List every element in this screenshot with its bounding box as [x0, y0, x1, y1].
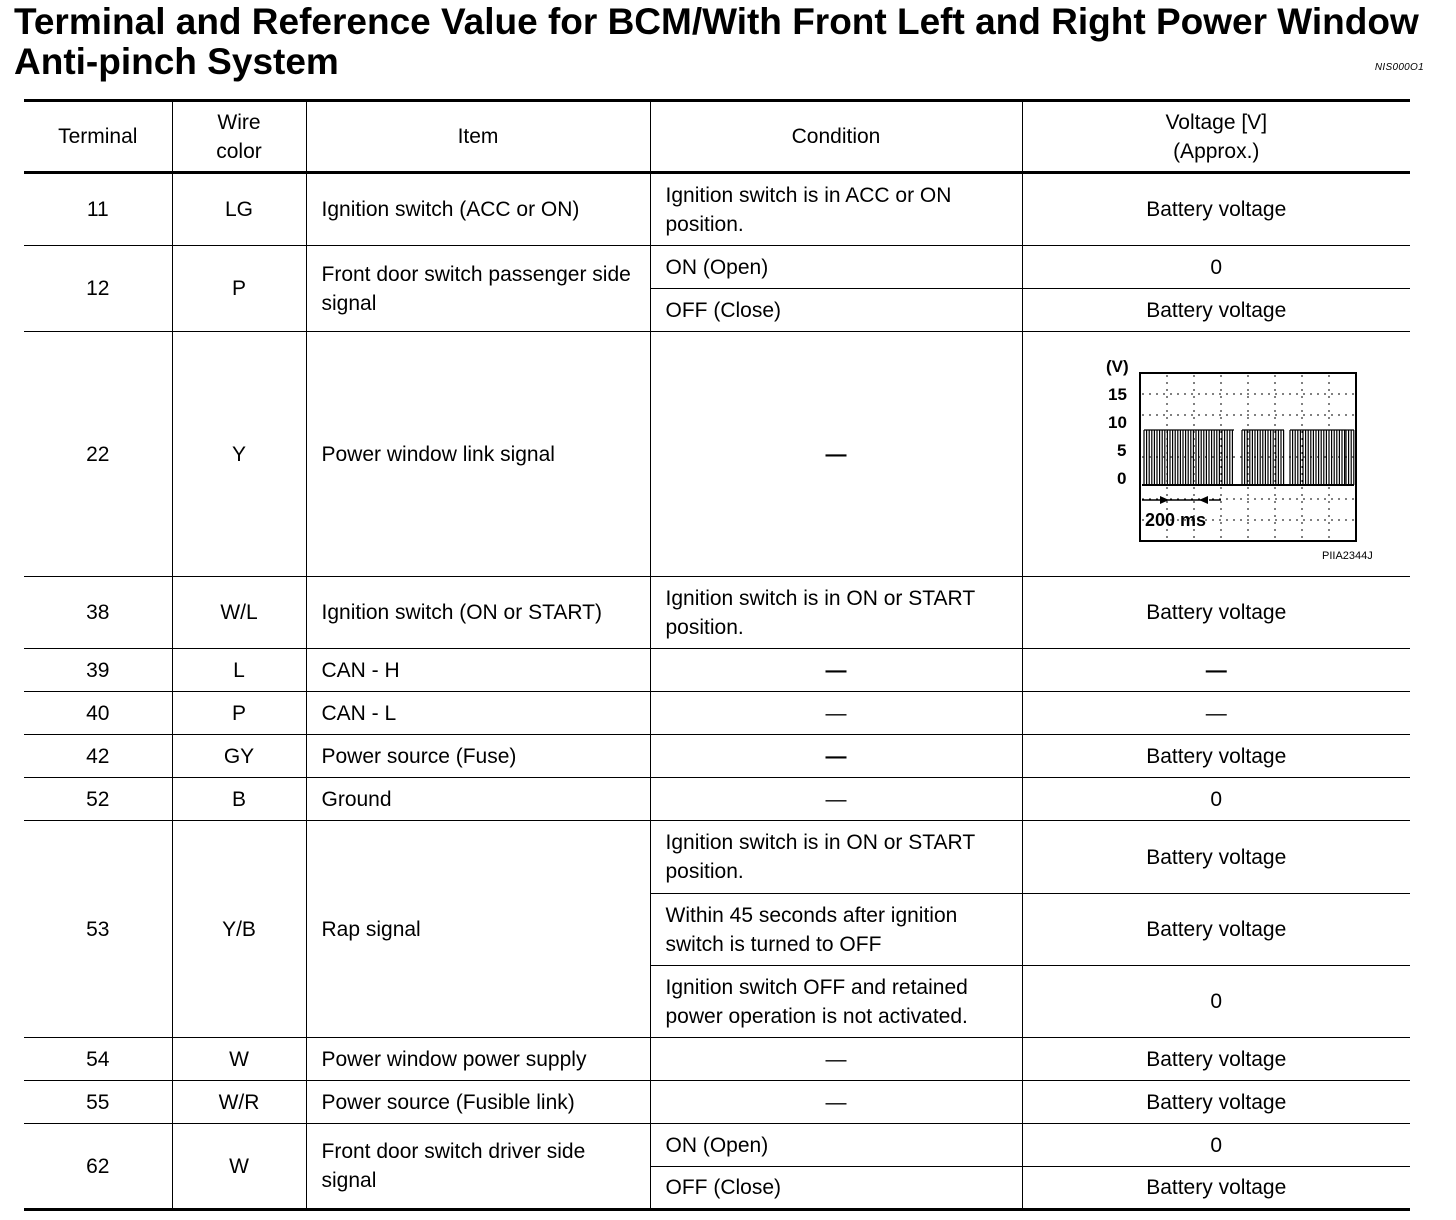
- voltage-cell: Battery voltage: [1022, 1038, 1410, 1081]
- waveform-svg: [1046, 344, 1386, 564]
- table-row: [24, 173, 1410, 246]
- item-cell: Power window link signal: [306, 332, 650, 577]
- condition-cell: Ignition switch is in ON or START position.: [650, 577, 1022, 649]
- terminal-cell: 54: [24, 1038, 172, 1081]
- condition-cell: —: [650, 778, 1022, 821]
- voltage-cell: Battery voltage: [1022, 577, 1410, 649]
- wire-cell: W/L: [172, 577, 306, 649]
- terminal-cell: 39: [24, 649, 172, 692]
- wire-cell: B: [172, 778, 306, 821]
- condition-cell: ON (Open): [650, 1124, 1022, 1167]
- waveform-tick-5: 5: [1117, 441, 1127, 460]
- item-cell: Ignition switch (ON or START): [306, 577, 650, 649]
- wire-cell: GY: [172, 735, 306, 778]
- title-line-2: Anti-pinch System: [14, 41, 339, 82]
- voltage-waveform-cell: [1022, 332, 1410, 577]
- page-title: [14, 2, 1434, 82]
- header-wire-line1: Wire: [217, 110, 261, 134]
- waveform-tick-0: 0: [1117, 469, 1127, 488]
- voltage-cell: Battery voltage: [1022, 894, 1410, 966]
- wire-cell: W: [172, 1038, 306, 1081]
- waveform-figure-id: PIIA2344J: [1322, 550, 1374, 562]
- title-line-1: Terminal and Reference Value for BCM/With Front Left and Right Power Window: [14, 1, 1419, 42]
- header-wire-line2: color: [216, 139, 262, 163]
- voltage-cell: —: [1022, 692, 1410, 735]
- terminal-cell: 11: [24, 173, 172, 246]
- terminal-cell: 40: [24, 692, 172, 735]
- table-row: [24, 649, 1410, 692]
- table-row: [24, 246, 1410, 289]
- terminal-cell: 22: [24, 332, 172, 577]
- condition-cell: —: [650, 1081, 1022, 1124]
- table-row: [24, 735, 1410, 778]
- table-row: [24, 577, 1410, 649]
- voltage-cell: Battery voltage: [1022, 1167, 1410, 1210]
- voltage-cell: Battery voltage: [1022, 735, 1410, 778]
- waveform-tick-15: 15: [1108, 385, 1128, 404]
- wire-cell: LG: [172, 173, 306, 246]
- item-cell: Front door switch passenger side signal: [306, 246, 650, 332]
- waveform-time-marker: [1142, 496, 1221, 504]
- wire-cell: W/R: [172, 1081, 306, 1124]
- terminal-cell: 62: [24, 1124, 172, 1210]
- wire-cell: Y: [172, 332, 306, 577]
- condition-cell: Ignition switch is in ACC or ON position.: [650, 173, 1022, 246]
- condition-cell: —: [650, 692, 1022, 735]
- header-voltage-line2: (Approx.): [1173, 139, 1260, 163]
- table-row: [24, 692, 1410, 735]
- terminal-cell: 52: [24, 778, 172, 821]
- item-cell: Power window power supply: [306, 1038, 650, 1081]
- wire-cell: W: [172, 1124, 306, 1210]
- waveform-figure: [1046, 344, 1386, 564]
- wire-cell: P: [172, 246, 306, 332]
- table-row: [24, 332, 1410, 577]
- voltage-cell: Battery voltage: [1022, 821, 1410, 894]
- waveform-unit-label: (V): [1106, 357, 1129, 376]
- voltage-cell: 0: [1022, 966, 1410, 1038]
- waveform-tick-10: 10: [1108, 413, 1128, 432]
- item-cell: Power source (Fuse): [306, 735, 650, 778]
- voltage-cell: 0: [1022, 778, 1410, 821]
- condition-cell: Within 45 seconds after ignition switch is turned to OFF: [650, 894, 1022, 966]
- terminal-cell: 42: [24, 735, 172, 778]
- voltage-cell: 0: [1022, 1124, 1410, 1167]
- wire-cell: P: [172, 692, 306, 735]
- voltage-cell: —: [1022, 649, 1410, 692]
- item-cell: CAN - H: [306, 649, 650, 692]
- terminal-reference-table: [24, 99, 1410, 1211]
- condition-cell: OFF (Close): [650, 1167, 1022, 1210]
- table-row: [24, 1124, 1410, 1167]
- terminal-cell: 12: [24, 246, 172, 332]
- item-cell: Rap signal: [306, 821, 650, 1038]
- item-cell: CAN - L: [306, 692, 650, 735]
- item-cell: Ground: [306, 778, 650, 821]
- terminal-cell: 55: [24, 1081, 172, 1124]
- terminal-cell: 53: [24, 821, 172, 1038]
- condition-cell: —: [650, 649, 1022, 692]
- condition-cell: OFF (Close): [650, 289, 1022, 332]
- terminal-cell: 38: [24, 577, 172, 649]
- header-condition: Condition: [650, 101, 1022, 173]
- voltage-cell: Battery voltage: [1022, 1081, 1410, 1124]
- header-row: [24, 101, 1410, 173]
- item-cell: Front door switch driver side signal: [306, 1124, 650, 1210]
- voltage-cell: Battery voltage: [1022, 289, 1410, 332]
- wire-cell: L: [172, 649, 306, 692]
- waveform-time-label: 200 ms: [1145, 510, 1207, 530]
- wire-cell: Y/B: [172, 821, 306, 1038]
- header-wire-color: [172, 101, 306, 173]
- condition-cell: —: [650, 332, 1022, 577]
- voltage-cell: 0: [1022, 246, 1410, 289]
- header-voltage: [1022, 101, 1410, 173]
- condition-cell: Ignition switch is in ON or START position.: [650, 821, 1022, 894]
- document-id: NIS000O1: [1374, 62, 1424, 73]
- header-terminal: Terminal: [24, 101, 172, 173]
- condition-cell: —: [650, 1038, 1022, 1081]
- item-cell: Ignition switch (ACC or ON): [306, 173, 650, 246]
- header-voltage-line1: Voltage [V]: [1165, 110, 1268, 134]
- table-row: [24, 778, 1410, 821]
- condition-cell: Ignition switch OFF and retained power operation is not activated.: [650, 966, 1022, 1038]
- condition-cell: —: [650, 735, 1022, 778]
- item-cell: Power source (Fusible link): [306, 1081, 650, 1124]
- table-row: [24, 821, 1410, 894]
- header-item: Item: [306, 101, 650, 173]
- table-row: [24, 1081, 1410, 1124]
- voltage-cell: Battery voltage: [1022, 173, 1410, 246]
- table-row: [24, 1038, 1410, 1081]
- condition-cell: ON (Open): [650, 246, 1022, 289]
